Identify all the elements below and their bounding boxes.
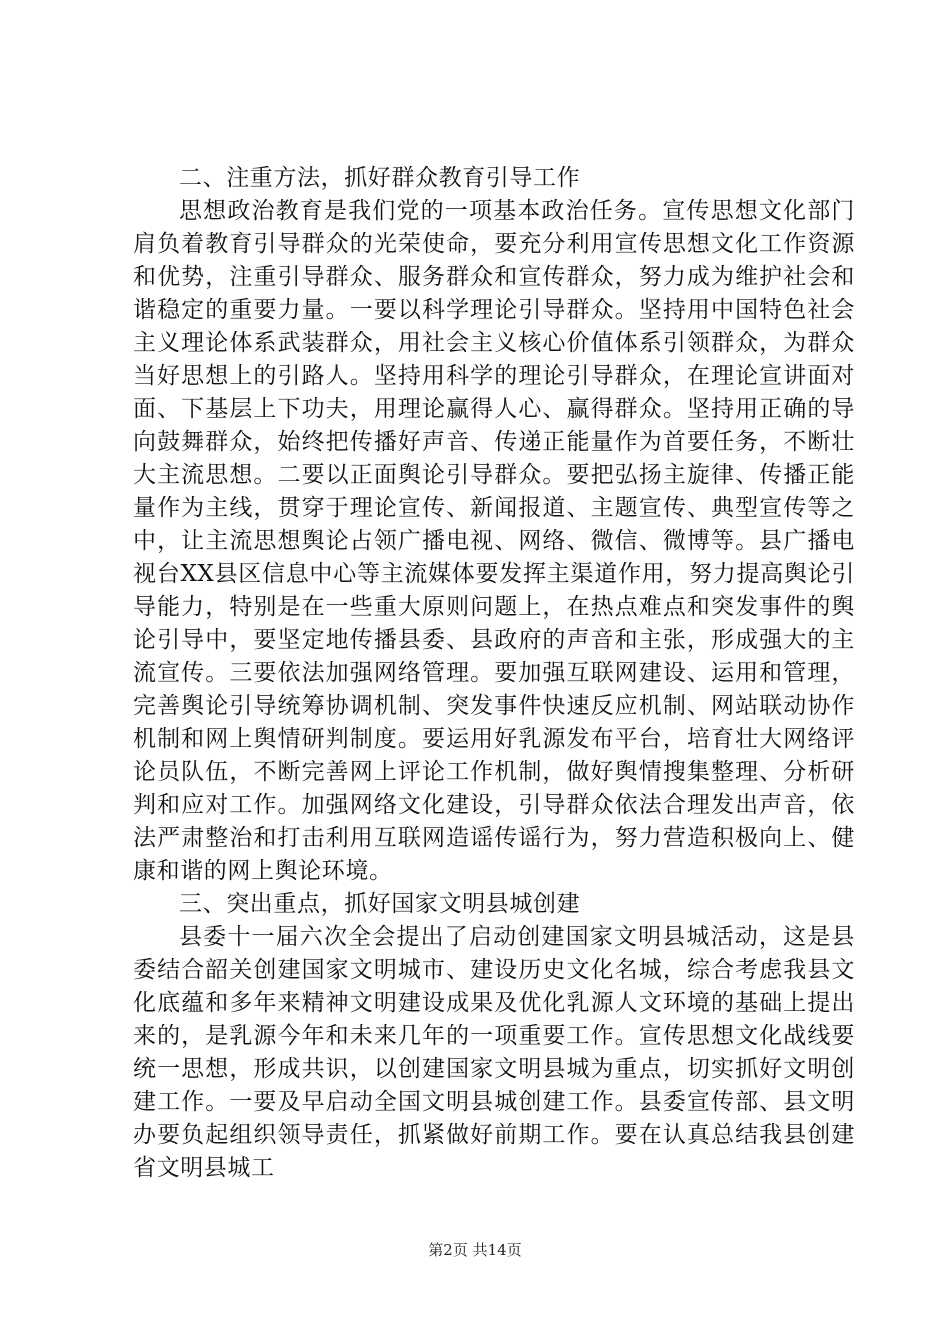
section-heading-3: 三、突出重点，抓好国家文明县城创建 [179,891,581,917]
body-paragraph-2: 县委十一届六次全会提出了启动创建国家文明县城活动，这是县委结合韶关创建国家文明城市、建设历史文化名城，综合考虑我县文化底蕴和多年来精神文明建设成果及优化乳源人文环境的基础上提出来的，是乳源今年和未来几年的一项重要工作。宣传思想文化战线要统一思想，形成共识，以创建国家文明县城为重点，切实抓好文明创建工作。一要及早启动全国文明县城创建工作。县委宣传部、县文明办要负起组织领导责任，抓紧做好前期工作。要在认真总结我县创建省文明县城工 [133,924,855,1181]
body-paragraph-1: 思想政治教育是我们党的一项基本政治任务。宣传思想文化部门肩负着教育引导群众的光荣使命，要充分利用宣传思想文化工作资源和优势，注重引导群众、服务群众和宣传群众，努力成为维护社会和谐稳定的重要力量。一要以科学理论引导群众。坚持用中国特色社会主义理论体系武装群众，用社会主义核心价值体系引领群众，为群众当好思想上的引路人。坚持用科学的理论引导群众，在理论宣讲面对面、下基层上下功夫，用理论赢得人心、赢得群众。坚持用正确的导向鼓舞群众，始终把传播好声音、传递正能量作为首要任务，不断壮大主流思想。二要以正面舆论引导群众。要把弘扬主旋律、传播正能量作为主线，贯穿于理论宣传、新闻报道、主题宣传、典型宣传等之中，让主流思想舆论占领广播电视、网络、微信、微博等。县广播电视台XX县区信息中心等主流媒体要发挥主渠道作用，努力提高舆论引导能力，特别是在一些重大原则问题上，在热点难点和突发事件的舆论引导中，要坚定地传播县委、县政府的声音和主张，形成强大的主流宣传。三要依法加强网络管理。要加强互联网建设、运用和管理，完善舆论引导统筹协调机制、突发事件快速反应机制、网站联动协作机制和网上舆情研判制度。要运用好乳源发布平台，培育壮大网络评论员队伍，不断完善网上评论工作机制，做好舆情搜集整理、分析研判和应对工作。加强网络文化建设，引导群众依法合理发出声音，依法严肃整治和打击利用互联网造谣传谣行为，努力营造积极向上、健康和谐的网上舆论环境。 [133,198,855,884]
section-heading-2: 二、注重方法，抓好群众教育引导工作 [179,165,581,191]
page-footer: 第2页 共14页 [428,1241,522,1259]
document-body [133,162,855,1185]
